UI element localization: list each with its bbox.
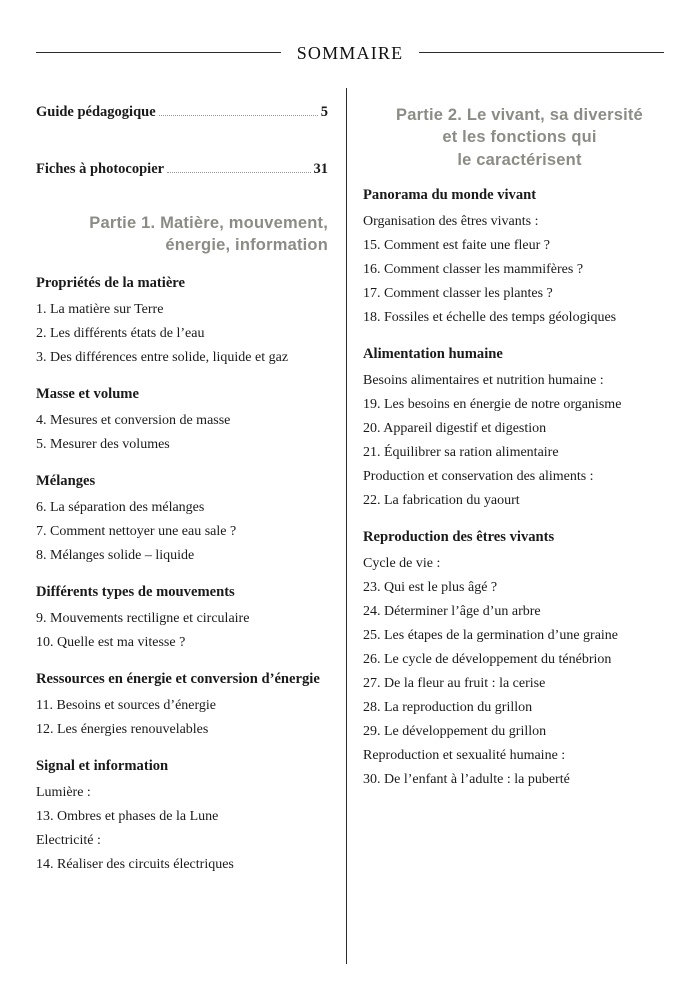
dot-leader — [159, 104, 318, 116]
subsection-label: Electricité : — [36, 832, 101, 848]
section-title: Ressources en énergie et conversion d’énergie — [36, 670, 320, 687]
page-title: sommaire — [296, 38, 404, 65]
toc-item[interactable]: 25. Les étapes de la germination d’une graine — [363, 627, 619, 643]
toc-item[interactable]: 30. De l’enfant à l’adulte : la puberté — [363, 771, 570, 787]
toc-entry-guide-pedagogique[interactable] — [36, 104, 328, 121]
subsection-label: Besoins alimentaires et nutrition humaine : — [363, 372, 604, 388]
contents-columns — [0, 88, 700, 968]
section-ressources-en-energie — [36, 671, 328, 738]
subsection-label: Reproduction et sexualité humaine : — [363, 747, 566, 763]
toc-entry-page: 5 — [320, 104, 328, 120]
section-proprietes-de-la-matiere — [36, 275, 328, 366]
part-2-heading-line3: le caractérisent — [457, 150, 582, 169]
toc-item[interactable]: 11. Besoins et sources d’énergie — [36, 697, 217, 713]
toc-item[interactable]: 1. La matière sur Terre — [36, 301, 164, 317]
section-differents-types-de-mouvements — [36, 584, 328, 651]
header-rule-left — [36, 52, 281, 53]
subsection-label: Production et conservation des aliments : — [363, 468, 594, 484]
toc-item[interactable]: 20. Appareil digestif et digestion — [363, 420, 547, 436]
toc-item[interactable]: 26. Le cycle de développement du ténébrion — [363, 651, 612, 667]
subsection-label: Cycle de vie : — [363, 555, 441, 571]
toc-item[interactable]: 17. Comment classer les plantes ? — [363, 285, 553, 301]
part-1-heading — [36, 212, 328, 257]
toc-item[interactable]: 13. Ombres et phases de la Lune — [36, 808, 219, 824]
part-1-heading-line1: Partie 1. Matière, mouvement, — [89, 214, 328, 232]
toc-item[interactable]: 21. Équilibrer sa ration alimentaire — [363, 444, 559, 460]
toc-item[interactable]: 19. Les besoins en énergie de notre organisme — [363, 396, 622, 412]
toc-item[interactable]: 8. Mélanges solide – liquide — [36, 547, 195, 563]
toc-item[interactable]: 28. La reproduction du grillon — [363, 699, 533, 715]
toc-entry-label: Fiches à photocopier — [36, 161, 165, 177]
section-title: Masse et volume — [36, 385, 139, 402]
section-masse-et-volume — [36, 386, 328, 453]
toc-item[interactable]: 3. Des différences entre solide, liquide et gaz — [36, 349, 289, 365]
subsection-label: Organisation des êtres vivants : — [363, 213, 539, 229]
toc-item[interactable]: 27. De la fleur au fruit : la cerise — [363, 675, 546, 691]
part-2-heading — [363, 104, 676, 171]
section-reproduction-des-etres-vivants — [363, 529, 676, 788]
toc-item[interactable]: 4. Mesures et conversion de masse — [36, 412, 231, 428]
toc-item[interactable]: 23. Qui est le plus âgé ? — [363, 579, 498, 595]
section-title: Mélanges — [36, 472, 96, 489]
toc-entry-fiches-a-photocopier[interactable] — [36, 161, 328, 178]
subsection-label: Lumière : — [36, 784, 91, 800]
page-header — [0, 0, 700, 66]
toc-item[interactable]: 12. Les énergies renouvelables — [36, 721, 209, 737]
toc-item[interactable]: 16. Comment classer les mammifères ? — [363, 261, 584, 277]
toc-item[interactable]: 22. La fabrication du yaourt — [363, 492, 520, 508]
section-alimentation-humaine — [363, 346, 676, 509]
section-signal-et-information — [36, 758, 328, 873]
header-rule-right — [419, 52, 664, 53]
toc-item[interactable]: 24. Déterminer l’âge d’un arbre — [363, 603, 541, 619]
dot-leader — [167, 161, 310, 173]
section-panorama-du-monde-vivant — [363, 187, 676, 326]
section-title: Propriétés de la matière — [36, 274, 185, 291]
toc-entry-page: 31 — [313, 161, 328, 177]
part-1-heading-line2: énergie, information — [165, 236, 328, 255]
toc-item[interactable]: 18. Fossiles et échelle des temps géologiques — [363, 309, 617, 325]
toc-item[interactable]: 5. Mesurer des volumes — [36, 436, 170, 452]
toc-item[interactable]: 9. Mouvements rectiligne et circulaire — [36, 610, 250, 626]
toc-item[interactable]: 2. Les différents états de l’eau — [36, 325, 205, 341]
toc-item[interactable]: 6. La séparation des mélanges — [36, 499, 205, 515]
section-title: Signal et information — [36, 757, 169, 774]
section-melanges — [36, 473, 328, 564]
toc-item[interactable]: 10. Quelle est ma vitesse ? — [36, 634, 186, 650]
section-title: Panorama du monde vivant — [363, 186, 537, 203]
toc-item[interactable]: 15. Comment est faite une fleur ? — [363, 237, 550, 253]
section-title: Alimentation humaine — [363, 345, 503, 362]
toc-item[interactable]: 14. Réaliser des circuits électriques — [36, 856, 234, 872]
toc-item[interactable]: 29. Le développement du grillon — [363, 723, 547, 739]
toc-item[interactable]: 7. Comment nettoyer une eau sale ? — [36, 523, 237, 539]
part-2-heading-line1: Partie 2. Le vivant, sa diversité — [396, 106, 643, 124]
part-2-heading-line2: et les fonctions qui — [442, 128, 597, 147]
section-title: Reproduction des êtres vivants — [363, 528, 555, 545]
left-column — [0, 88, 346, 968]
section-title: Différents types de mouvements — [36, 583, 235, 600]
right-column — [347, 88, 700, 968]
toc-entry-label: Guide pédagogique — [36, 104, 156, 120]
